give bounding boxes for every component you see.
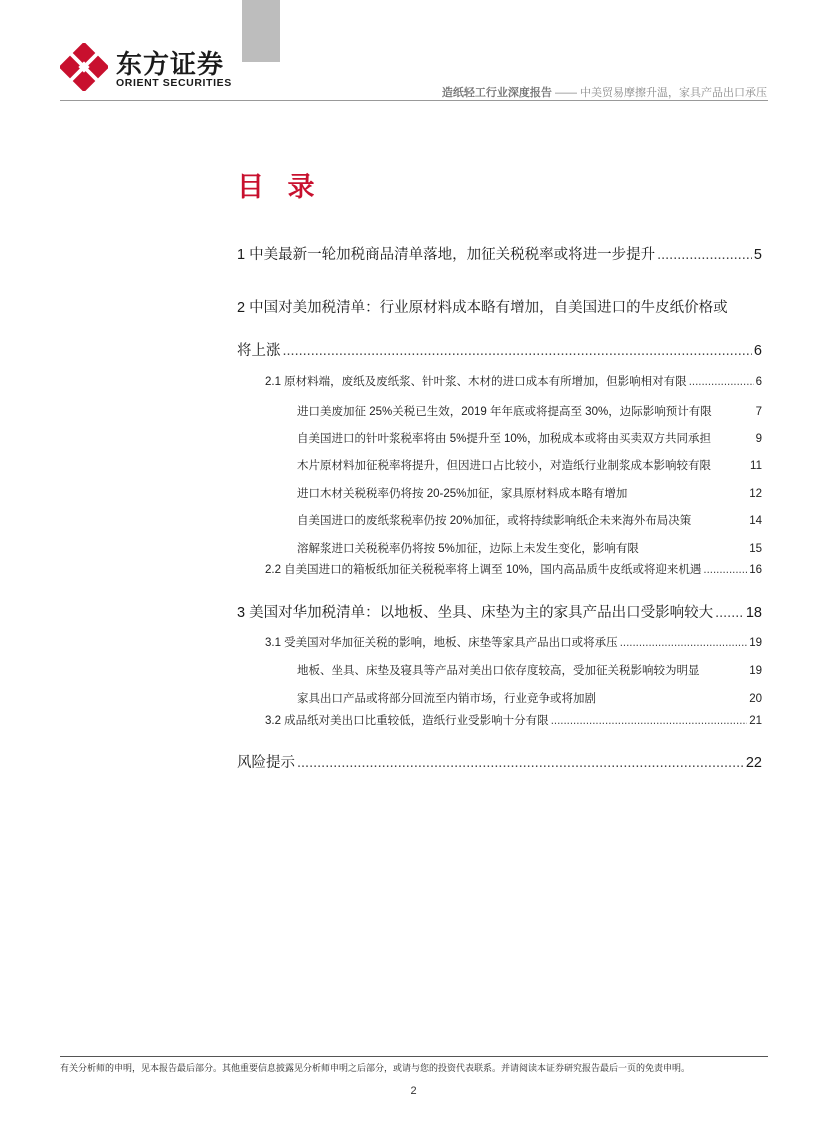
toc-entry-level-2[interactable] <box>265 373 762 389</box>
toc-entry-level-3[interactable] <box>297 512 762 528</box>
toc-entry-level-2[interactable] <box>265 634 762 650</box>
toc-entry-text: 地板、坐具、床垫及寝具等产品对美出口依存度较高，受加征关税影响较为明显 <box>297 665 700 677</box>
toc-entry-leader-dots <box>689 376 754 388</box>
toc-entry-level-3[interactable] <box>297 662 762 678</box>
toc-entry-level-3[interactable] <box>297 403 762 419</box>
toc-entry-level-1[interactable] <box>237 243 762 264</box>
page-number: 2 <box>410 1085 417 1097</box>
toc-entry-page: 22 <box>745 755 762 771</box>
toc-entry-page: 6 <box>753 343 762 359</box>
toc-entry-leader-dots <box>657 247 752 263</box>
toc-entry-level-2[interactable] <box>265 561 762 577</box>
toc-entry-leader-dots <box>551 715 748 727</box>
toc-entry-text: 家具出口产品或将部分回流至内销市场，行业竞争或将加剧 <box>297 693 596 705</box>
toc-entry-level-1[interactable] <box>237 296 762 317</box>
logo-english-name: ORIENT SECURITIES <box>116 77 232 89</box>
toc-entry-page: 6 <box>755 376 762 388</box>
footer-disclaimer: 有关分析师的申明，见本报告最后部分。其他重要信息披露见分析师申明之后部分，或请与您的投资代表联系。并请阅读本证券研究报告最后一页的免责申明。 <box>60 1063 691 1073</box>
logo-chinese-name: 东方证券 <box>116 49 225 79</box>
toc-entry-leader-dots <box>703 564 747 576</box>
report-type: 造纸轻工行业深度报告 <box>441 87 552 99</box>
toc-entry-leader-dots <box>620 637 748 649</box>
toc-entry-text: 自美国进口的废纸浆税率仍按 20%加征，或将持续影响纸企未来海外布局决策 <box>297 515 692 527</box>
toc-entry-page: 21 <box>749 715 762 727</box>
toc-entry-level-3[interactable] <box>297 485 762 501</box>
toc-entry-level-2[interactable] <box>265 712 762 728</box>
header-separator: —— <box>554 87 577 99</box>
toc-entry-page: 19 <box>749 637 762 649</box>
report-title: 中美贸易摩擦升温，家具产品出口承压 <box>580 87 767 99</box>
header-divider <box>60 100 768 101</box>
toc-entry-page: 11 <box>750 460 762 472</box>
toc-entry-level-1[interactable] <box>237 601 762 622</box>
toc-entry-leader-dots <box>283 343 752 359</box>
toc-entry-page: 9 <box>755 433 762 445</box>
toc-entry-page: 7 <box>755 406 762 418</box>
toc-entry-text: 自美国进口的针叶浆税率将由 5%提升至 10%，加税成本或将由买卖双方共同承担 <box>297 433 712 445</box>
toc-entry-text: 风险提示 <box>237 755 295 771</box>
toc-entry-page: 19 <box>749 665 762 677</box>
toc-entry-text: 2 中国对美加税清单：行业原材料成本略有增加，自美国进口的牛皮纸价格或 <box>237 300 728 316</box>
toc-entry-level-1[interactable] <box>237 751 762 772</box>
toc-entry-level-1[interactable] <box>237 339 762 360</box>
toc-entry-page: 20 <box>749 693 762 705</box>
toc-entry-text: 将上涨 <box>237 343 281 359</box>
toc-entry-leader-dots <box>715 605 744 621</box>
toc-entry-page: 18 <box>745 605 762 621</box>
toc-entry-text: 1 中美最新一轮加税商品清单落地，加征关税税率或将进一步提升 <box>237 247 656 263</box>
toc-entry-text: 进口美废加征 25%关税已生效，2019 年年底或将提高至 30%，边际影响预计有限 <box>297 406 712 418</box>
toc-entry-level-3[interactable] <box>297 457 762 473</box>
header-gray-bar <box>242 0 280 62</box>
footer-divider <box>60 1056 768 1057</box>
toc-title: 目 录 <box>237 172 323 202</box>
toc-entry-page: 16 <box>749 564 762 576</box>
toc-entry-text: 木片原材料加征税率将提升，但因进口占比较小，对造纸行业制浆成本影响较有限 <box>297 460 711 472</box>
toc-entry-page: 5 <box>753 247 762 263</box>
toc-entry-level-3[interactable] <box>297 690 762 706</box>
toc-entry-page: 14 <box>749 515 762 527</box>
toc-entry-text: 2.2 自美国进口的箱板纸加征关税税率将上调至 10%，国内高品质牛皮纸或将迎来机遇 <box>265 564 702 576</box>
toc-entry-level-3[interactable] <box>297 430 762 446</box>
toc-entry-text: 3.2 成品纸对美出口比重较低，造纸行业受影响十分有限 <box>265 715 549 727</box>
toc-entry-page: 15 <box>749 543 762 555</box>
toc-entry-text: 3 美国对华加税清单：以地板、坐具、床垫为主的家具产品出口受影响较大 <box>237 605 714 621</box>
toc-entry-page: 12 <box>749 488 762 500</box>
toc-entry-text: 3.1 受美国对华加征关税的影响，地板、床垫等家具产品出口或将承压 <box>265 637 618 649</box>
toc-entry-text: 2.1 原材料端，废纸及废纸浆、针叶浆、木材的进口成本有所增加，但影响相对有限 <box>265 376 687 388</box>
header-report-info <box>442 84 767 100</box>
toc-entry-text: 溶解浆进口关税税率仍将按 5%加征，边际上未发生变化，影响有限 <box>297 543 639 555</box>
toc-entry-text: 进口木材关税税率仍将按 20-25%加征，家具原材料成本略有增加 <box>297 488 628 500</box>
toc-entry-level-3[interactable] <box>297 540 762 556</box>
orient-logo-icon <box>60 43 108 91</box>
toc-entry-leader-dots <box>297 755 744 771</box>
